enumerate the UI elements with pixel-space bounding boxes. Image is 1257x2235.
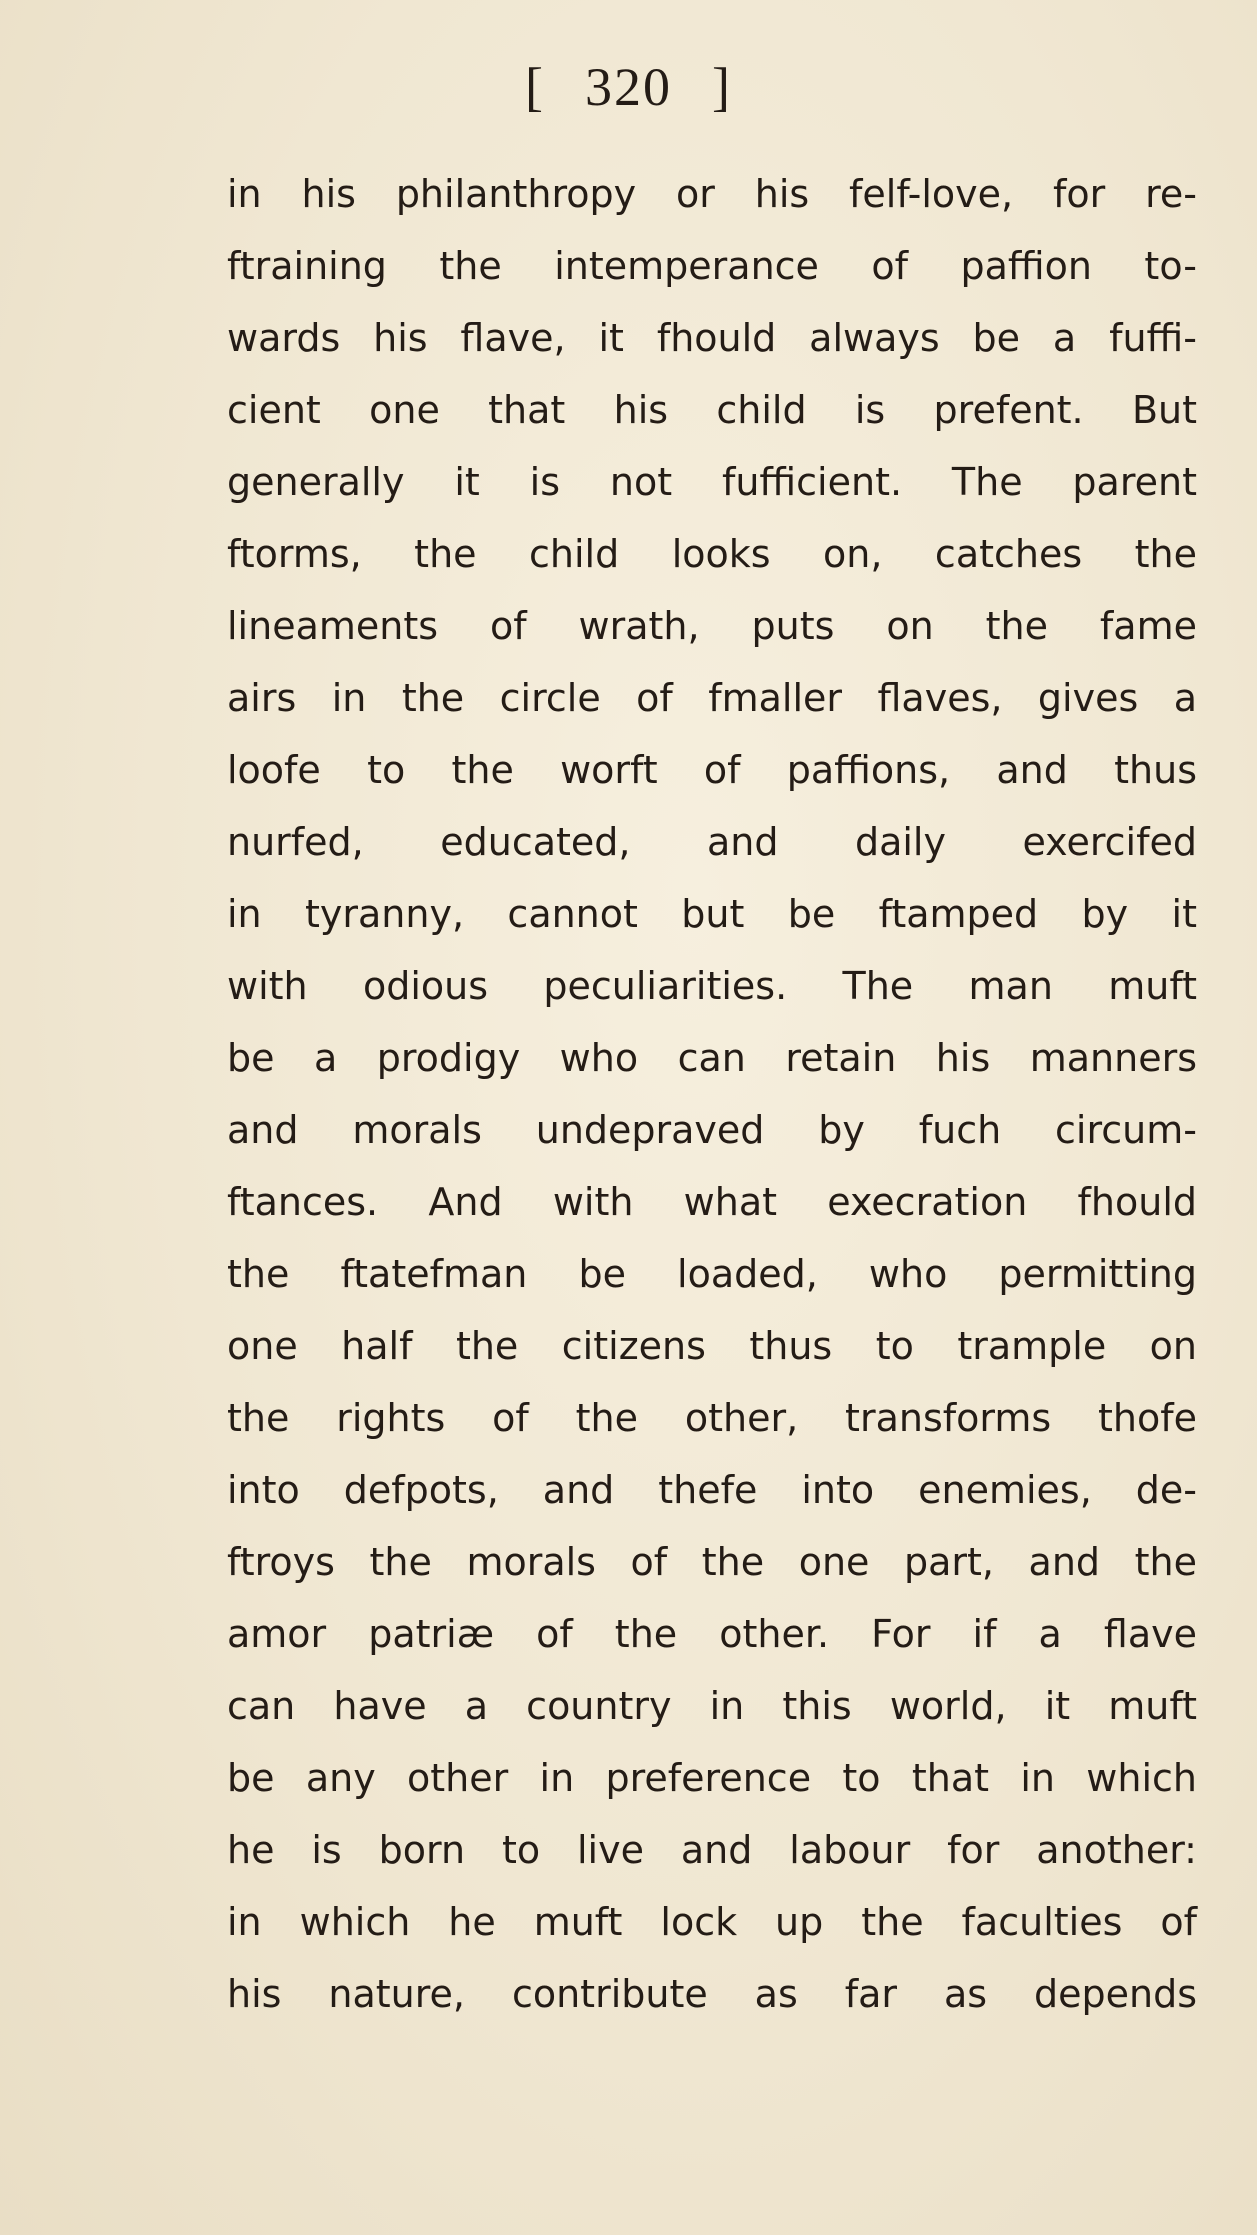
text-line: can have a country in this world, it muft xyxy=(227,1684,1197,1728)
text-line: be a prodigy who can retain his manners xyxy=(227,1036,1197,1080)
page-header xyxy=(0,52,1257,122)
text-line: into defpots, and thefe into enemies, de- xyxy=(227,1468,1197,1512)
text-line: ftances. And with what execration fhould xyxy=(227,1180,1197,1224)
page-number: 320 xyxy=(585,57,672,117)
text-line: with odious peculiarities. The man muft xyxy=(227,964,1197,1008)
text-line: airs in the circle of fmaller flaves, gives a xyxy=(227,676,1197,720)
close-bracket: ] xyxy=(712,57,732,117)
text-line: in which he muft lock up the faculties of xyxy=(227,1900,1197,1944)
text-line: nurfed, educated, and daily exercifed xyxy=(227,820,1197,864)
body-text xyxy=(227,158,1197,2030)
text-line: loofe to the worft of paffions, and thus xyxy=(227,748,1197,792)
text-line: ftroys the morals of the one part, and the xyxy=(227,1540,1197,1584)
open-bracket: [ xyxy=(525,57,545,117)
text-line: in his philanthropy or his felf-love, for re- xyxy=(227,172,1197,216)
text-line: lineaments of wrath, puts on the fame xyxy=(227,604,1197,648)
text-line: amor patriæ of the other. For if a flave xyxy=(227,1612,1197,1656)
text-line: and morals undepraved by fuch circum- xyxy=(227,1108,1197,1152)
text-line: the ftatefman be loaded, who permitting xyxy=(227,1252,1197,1296)
text-line: in tyranny, cannot but be ftamped by it xyxy=(227,892,1197,936)
text-line: ftraining the intemperance of paffion to- xyxy=(227,244,1197,288)
text-line: his nature, contribute as far as depends xyxy=(227,1972,1197,2016)
text-line: generally it is not fufficient. The parent xyxy=(227,460,1197,504)
text-line: wards his flave, it fhould always be a fuffi- xyxy=(227,316,1197,360)
text-line: he is born to live and labour for another: xyxy=(227,1828,1197,1872)
text-line: one half the citizens thus to trample on xyxy=(227,1324,1197,1368)
text-line: the rights of the other, transforms thofe xyxy=(227,1396,1197,1440)
text-line: cient one that his child is prefent. But xyxy=(227,388,1197,432)
text-line: be any other in preference to that in which xyxy=(227,1756,1197,1800)
text-line: ftorms, the child looks on, catches the xyxy=(227,532,1197,576)
